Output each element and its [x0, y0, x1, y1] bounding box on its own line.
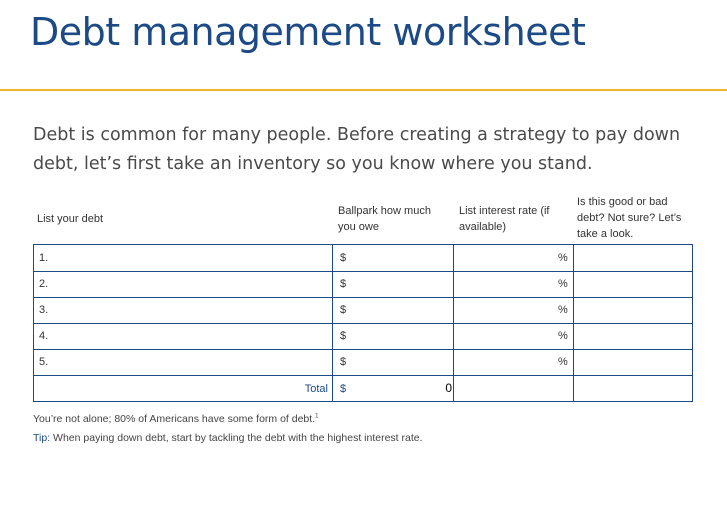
title-divider [0, 89, 727, 91]
total-currency: $ [340, 383, 347, 395]
amount-field[interactable]: $ [340, 356, 347, 368]
statistic-footnote [33, 413, 318, 425]
column-header-interest-rate: List interest rate (if available) [459, 205, 550, 233]
row-divider [34, 323, 692, 324]
row-number: 5. [39, 356, 49, 368]
row-divider [34, 349, 692, 350]
total-value[interactable]: 0 [445, 381, 452, 395]
interest-rate-field[interactable]: % [558, 252, 568, 264]
amount-field[interactable]: $ [340, 330, 347, 342]
row-divider [34, 375, 692, 376]
amount-field[interactable]: $ [340, 278, 347, 290]
footnote-marker: 1 [315, 413, 319, 420]
interest-rate-field[interactable]: % [558, 356, 568, 368]
row-divider [34, 271, 692, 272]
tip-text: When paying down debt, start by tackling the debt with the highest interest rate. [53, 432, 423, 444]
row-divider [34, 297, 692, 298]
row-number: 1. [39, 252, 49, 264]
amount-field[interactable]: $ [340, 252, 347, 264]
row-number: 2. [39, 278, 49, 290]
tip-label: Tip: [33, 432, 51, 444]
total-label: Total [304, 383, 328, 395]
column-header-debt: List your debt [37, 213, 104, 225]
debt-table [33, 244, 693, 402]
intro-paragraph: Debt is common for many people. Before creating a strategy to pay down debt, let’s first take an inventory so you know where you stand. [33, 125, 681, 174]
page-title: Debt management worksheet [30, 10, 586, 54]
footnote-text: You’re not alone; 80% of Americans have some form of debt. [33, 413, 316, 425]
interest-rate-field[interactable]: % [558, 278, 568, 290]
column-header-amount-owed: Ballpark how much you owe [338, 205, 431, 233]
interest-rate-field[interactable]: % [558, 304, 568, 316]
column-header-good-or-bad: Is this good or bad debt? Not sure? Let’s take a look. [577, 196, 682, 240]
interest-rate-field[interactable]: % [558, 330, 568, 342]
tip-line [33, 432, 423, 444]
row-number: 3. [39, 304, 49, 316]
amount-field[interactable]: $ [340, 304, 347, 316]
row-number: 4. [39, 330, 49, 342]
